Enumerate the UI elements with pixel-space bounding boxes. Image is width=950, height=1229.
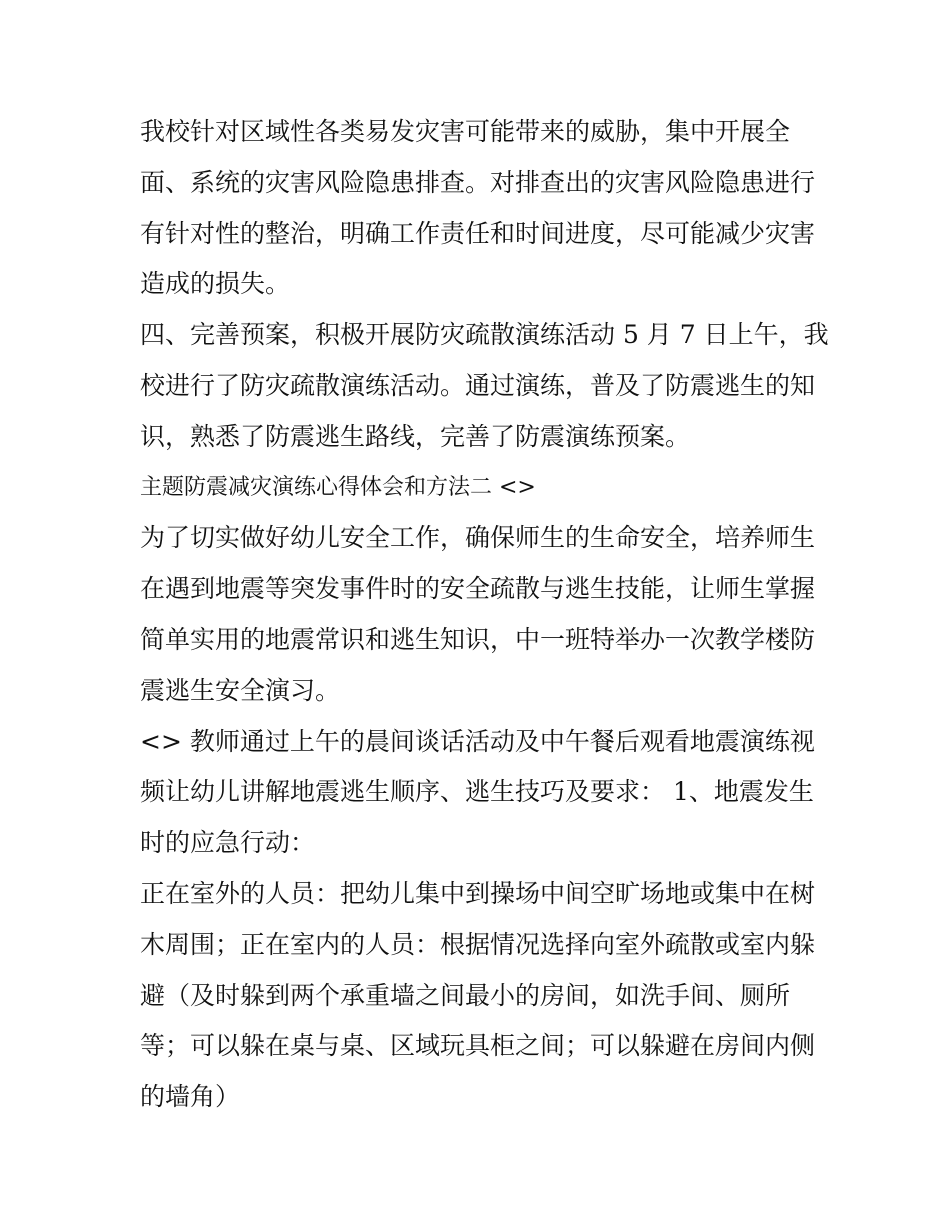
text-line: 为了切实做好幼儿安全工作，确保师生的生命安全，培养师生 (140, 523, 816, 553)
text-line: <> 教师通过上午的晨间谈话活动及中午餐后观看地震演练视 (140, 726, 815, 756)
text-line: 在遇到地震等突发事件时的安全疏散与逃生技能，让师生掌握 (140, 574, 816, 604)
text-line: 造成的损失。 (140, 269, 291, 299)
text-line: 震逃生安全演习。 (140, 675, 341, 705)
text-line: 的墙角） (140, 1082, 241, 1112)
text-line: 校进行了防灾疏散演练活动。通过演练，普及了防震逃生的知 (140, 370, 816, 400)
text-line: 正在室外的人员：把幼儿集中到操场中间空旷场地或集中在树 (140, 878, 816, 908)
text-line: 识，熟悉了防震逃生路线，完善了防震演练预案。 (140, 421, 691, 451)
text-line: 等；可以躲在桌与桌、区域玩具柜之间；可以躲避在房间内侧 (140, 1031, 816, 1061)
text-line: 时的应急行动： (140, 828, 316, 858)
text-line: 四、完善预案，积极开展防灾疏散演练活动 5 月 7 日上午，我 (140, 320, 829, 350)
text-line: 面、系统的灾害风险隐患排查。对排查出的灾害风险隐患进行 (140, 167, 816, 197)
section-heading: 主题防震减灾演练心得体会和方法二 <> (140, 474, 536, 500)
text-line: 简单实用的地震常识和逃生知识，中一班特举办一次教学楼防 (140, 624, 816, 654)
text-line: 频让幼儿讲解地震逃生顺序、逃生技巧及要求： 1、地震发生 (140, 777, 814, 807)
text-line: 木周围；正在室内的人员：根据情况选择向室外疏散或室内躲 (140, 929, 816, 959)
text-line: 我校针对区域性各类易发灾害可能带来的威胁，集中开展全 (140, 117, 791, 146)
text-line: 避（及时躲到两个承重墙之间最小的房间，如洗手间、厕所 (140, 980, 791, 1010)
document-body (140, 107, 829, 1123)
text-line: 有针对性的整治，明确工作责任和时间进度，尽可能减少灾害 (140, 218, 816, 248)
